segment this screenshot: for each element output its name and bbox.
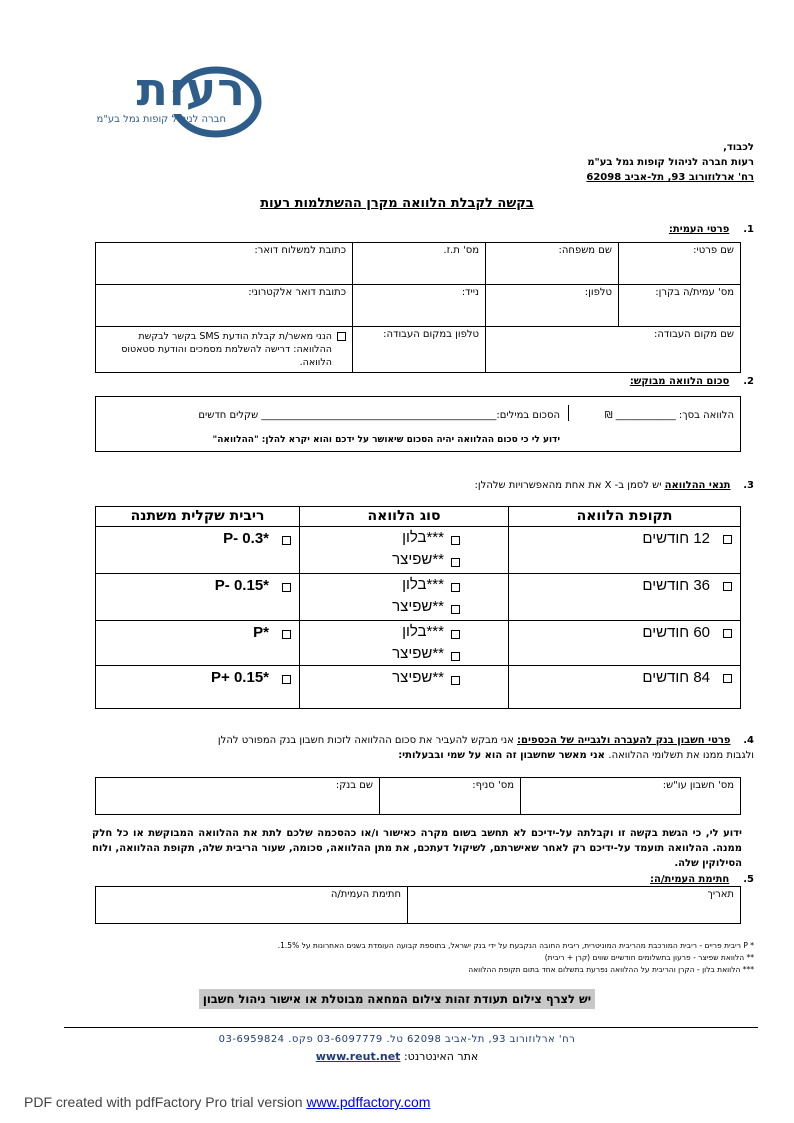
field-label: מס' עמית/ה בקרן:: [655, 287, 734, 298]
spitzer-checkbox[interactable]: [451, 558, 460, 567]
bank-details-table: [95, 777, 741, 815]
spitzer-checkbox[interactable]: [451, 605, 460, 614]
header-rate: [95, 506, 300, 527]
member-details-table: [95, 242, 741, 373]
address-line: רח' ארלוזורוב 93, תל-אביב 62098: [586, 172, 754, 183]
field-label: **שפיצר: [392, 551, 444, 568]
field-label: חתימת העמית/ה: [330, 889, 401, 900]
field-label: מס' חשבון עו"ש:: [662, 780, 734, 791]
signature-field[interactable]: [95, 886, 408, 924]
rate-checkbox[interactable]: [282, 630, 291, 639]
period-cell: [508, 665, 741, 709]
field-label: ***בלון: [402, 576, 444, 593]
section-4-text: [95, 733, 754, 763]
section-title: חתימת העמית/ה:: [650, 874, 730, 885]
field-label: 36 חודשים: [642, 577, 710, 594]
field-label: תאריך: [707, 889, 734, 900]
field-label: ***בלון: [402, 623, 444, 640]
section-instruction: יש לסמן ב- X את אחת מהאפשרויות שלהלן:: [474, 480, 665, 491]
section-number: 3.: [743, 480, 754, 491]
field-label: 84 חודשים: [642, 669, 710, 686]
field-label: שם פרטי:: [693, 245, 734, 256]
footnote: * P ריבית פריים - ריבית המורכבת מהריבית המוניטרית, ריבית החובה הנקבעת על ידי בנק ישראל, בתוספת קבועה העומדת בשנים האחרונות על 1.5%.: [277, 941, 754, 950]
period-cell: [508, 526, 741, 574]
rate-checkbox[interactable]: [282, 583, 291, 592]
section-number: 2.: [743, 376, 754, 387]
site-label: אתר האינטרנט:: [403, 1050, 479, 1063]
section-title: סכום הלוואה מבוקש:: [629, 376, 730, 387]
signature-table: [95, 886, 741, 924]
member-number-field[interactable]: [618, 284, 741, 327]
email-field[interactable]: [95, 284, 353, 327]
account-number-field[interactable]: [520, 777, 741, 815]
section-number: 5.: [743, 874, 754, 885]
field-label: P*: [253, 624, 269, 641]
field-label: 12 חודשים: [642, 530, 710, 547]
field-label: מס' סניף:: [472, 780, 514, 791]
first-name-field[interactable]: [618, 242, 741, 285]
field-label: **שפיצר: [392, 598, 444, 615]
loan-terms-table: [95, 506, 741, 709]
field-label: ריבית שקלית משתנה: [130, 508, 265, 524]
loan-type-cell: [299, 573, 509, 621]
field-label: נייד:: [461, 287, 479, 298]
field-label: P- 0.15*: [214, 577, 269, 594]
loan-amount-field[interactable]: הלוואה בסך: ____________ ₪: [604, 410, 734, 421]
field-label: כתובת למשלוח דואר:: [254, 245, 346, 256]
field-label: P+ 0.15*: [211, 669, 269, 686]
logo: [66, 62, 262, 140]
work-phone-field[interactable]: [352, 326, 486, 373]
section-title: תנאי ההלוואה: [664, 480, 731, 491]
spitzer-checkbox[interactable]: [451, 652, 460, 661]
field-label: שם משפחה:: [558, 245, 612, 256]
loan-amount-note: ידוע לי כי סכום ההלוואה יהיה הסכום שיאושר על ידכם והוא יקרא להלן: "ההלוואה": [212, 435, 560, 445]
mobile-field[interactable]: [352, 284, 486, 327]
address-line: לכבוד,: [723, 142, 754, 153]
id-number-field[interactable]: [352, 242, 486, 285]
field-label: P- 0.3*: [223, 530, 269, 547]
section-number: 1.: [743, 224, 754, 235]
footer-divider: [64, 1027, 758, 1028]
section-1-heading: [669, 224, 754, 235]
footnote: *** הלוואת בלון - הקרן והריבית על ההלוואה נפרעת בתשלום אחד בתום תקופת ההלוואה: [468, 965, 754, 974]
rate-cell: [95, 573, 300, 621]
field-label: מס' ת.ז.: [443, 245, 479, 256]
period-cell: [508, 573, 741, 621]
address-block: [586, 140, 754, 185]
rate-cell: [95, 526, 300, 574]
section-5-heading: [650, 874, 754, 885]
field-label: טלפון במקום העבודה:: [383, 329, 479, 340]
field-label: תקופת הלוואה: [576, 508, 673, 524]
field-label: 60 חודשים: [642, 624, 710, 641]
balloon-checkbox[interactable]: [451, 536, 460, 545]
loan-type-cell: [299, 620, 509, 666]
loan-type-cell: [299, 526, 509, 574]
attach-note-banner: [0, 988, 794, 1009]
attach-note: יש לצרף צילום תעודת זהות צילום המחאה מבוטלת או אישור ניהול חשבון: [199, 989, 595, 1009]
period-checkbox[interactable]: [723, 582, 732, 591]
date-field[interactable]: [407, 886, 741, 924]
field-label: כתובת דואר אלקטרוני:: [248, 287, 346, 298]
footer-site: [0, 1050, 794, 1063]
rate-checkbox[interactable]: [282, 536, 291, 545]
logo-tagline: חברה לניהול קופות גמל בע"מ: [96, 114, 226, 125]
section-text: אני מאשר שחשבון זה הוא על שמי ובבעלותי:: [398, 750, 609, 761]
period-checkbox[interactable]: [723, 629, 732, 638]
field-label: טלפון:: [584, 287, 612, 298]
section-text: אני מבקש להעביר את סכום ההלוואה לזכות חשבון בנק המפורט להלן: [217, 735, 518, 746]
section-2-heading: [630, 376, 754, 387]
branch-number-field[interactable]: [379, 777, 521, 815]
section-3-heading: [475, 480, 754, 491]
section-text: ולגבות ממנו את תשלומי ההלוואה.: [608, 750, 754, 761]
sms-consent-checkbox[interactable]: [337, 332, 346, 341]
footnotes: [70, 940, 754, 976]
field-label: שם מקום העבודה:: [654, 329, 734, 340]
address-line: רעות חברה לניהול קופות גמל בע"מ: [587, 157, 754, 168]
logo-text: רעות: [136, 62, 246, 116]
loan-type-cell: [299, 665, 509, 709]
site-link[interactable]: www.reut.net: [315, 1050, 401, 1063]
field-label: ***בלון: [402, 529, 444, 546]
field-label: **שפיצר: [392, 645, 444, 662]
declaration-text: ידוע לי, כי הגשת בקשה זו וקבלתה על-ידיכם לא תחשב בשום מקרה כאישור ו/או כהסכמה שלכם לתת את ההלוואה המבוקשת או כל חלק ממנה. ההלוואה תועמד על-ידיכם רק לאחר שאישרתם, לשיקול דעתכם, את מתן ההלוואה, סכומה, שעור הריבית שלה, תקופת ההלוואה, ולוח הסילוקין שלה.: [92, 828, 742, 869]
section-title: פרטי חשבון בנק להעברה ולגבייה של הכספים:: [517, 735, 731, 746]
pdf-factory-link[interactable]: www.pdffactory.com: [306, 1094, 431, 1110]
field-label: שם בנק:: [335, 780, 373, 791]
section-number: 4.: [743, 735, 754, 746]
header-period: [508, 506, 741, 527]
field-label: סוג הלוואה: [367, 508, 441, 524]
period-checkbox[interactable]: [723, 674, 732, 683]
balloon-checkbox[interactable]: [451, 630, 460, 639]
pdf-note-text: PDF created with pdfFactory Pro trial version: [24, 1094, 307, 1110]
bank-name-field[interactable]: [95, 777, 380, 815]
footer-address: רח' ארלוזורוב 93, תל-אביב 62098 טל. 03-6097779 פקס. 03-6959824: [218, 1034, 576, 1045]
header-loan-type: [299, 506, 509, 527]
field-label: **שפיצר: [392, 669, 444, 686]
sms-consent-text: הנני מאשר/ת קבלת הודעת SMS בקשר לבקשת ההלוואה: דרישה להשלמת מסמכים והודעת סטאטוס הלוואה.: [121, 331, 332, 368]
page-title: בקשה לקבלת הלוואה מקרן ההשתלמות רעות: [260, 196, 534, 211]
amount-in-words-field[interactable]: הסכום במילים:_______________________________________________ שקלים חדשים: [198, 410, 560, 421]
pdf-note: [24, 1094, 430, 1110]
spitzer-checkbox[interactable]: [451, 676, 460, 685]
loan-amount-box: [95, 396, 741, 452]
phone-field[interactable]: [485, 284, 619, 327]
rate-cell: [95, 665, 300, 709]
mail-address-field[interactable]: [95, 242, 353, 285]
workplace-field[interactable]: [485, 326, 741, 373]
period-checkbox[interactable]: [723, 535, 732, 544]
last-name-field[interactable]: [485, 242, 619, 285]
section-title: פרטי העמית:: [668, 224, 730, 235]
amount-divider: [568, 405, 570, 421]
rate-checkbox[interactable]: [282, 675, 291, 684]
period-cell: [508, 620, 741, 666]
balloon-checkbox[interactable]: [451, 583, 460, 592]
sms-consent-cell: [95, 326, 353, 373]
rate-cell: [95, 620, 300, 666]
footnote: ** הלוואת שפיצר - פרעון בתשלומים חודשיים שווים (קרן + ריבית): [544, 953, 754, 962]
